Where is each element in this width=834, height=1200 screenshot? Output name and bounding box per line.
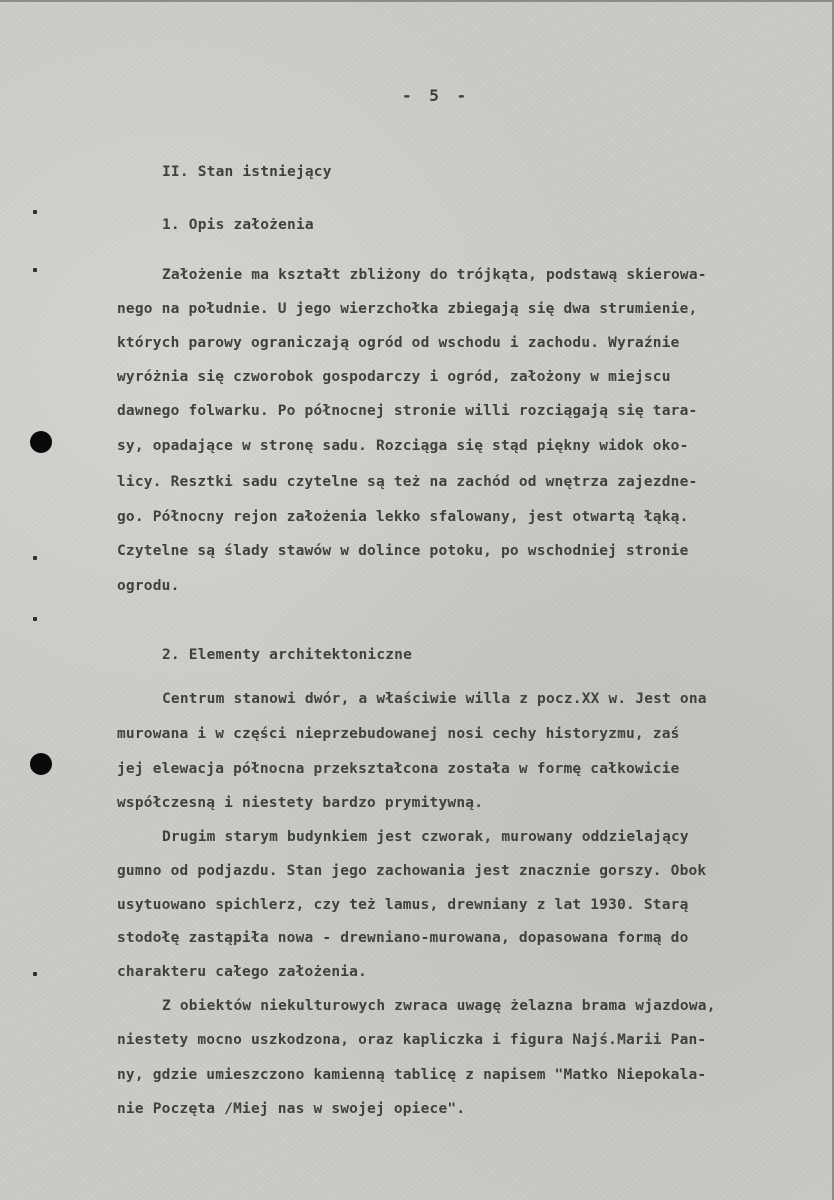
binder-hole-top [30, 431, 52, 453]
margin-mark [33, 617, 37, 621]
margin-mark [33, 556, 37, 560]
paragraph-line: niestety mocno uszkodzona, oraz kapliczka i figura Najś.Marii Pan- [117, 1032, 707, 1048]
paragraph-line: Drugim starym budynkiem jest czworak, murowany oddzielający [162, 829, 689, 845]
paragraph-line: gumno od podjazdu. Stan jego zachowania jest znacznie gorszy. Obok [117, 863, 707, 879]
paragraph-line: nego na południe. U jego wierzchołka zbiegają się dwa strumienie, [117, 301, 698, 317]
paragraph-line: charakteru całego założenia. [117, 964, 368, 980]
paragraph-line: usytuowano spichlerz, czy też lamus, drewniany z lat 1930. Starą [117, 897, 689, 913]
paragraph-line: jej elewacja północna przekształcona została w formę całkowicie [117, 761, 680, 777]
paragraph-line: Założenie ma kształt zbliżony do trójkąta, podstawą skierowa- [162, 267, 707, 283]
paragraph-line: murowana i w części nieprzebudowanej nosi cechy historyzmu, zaś [117, 726, 680, 742]
paragraph-line: dawnego folwarku. Po północnej stronie willi rozciągają się tara- [117, 403, 698, 419]
paragraph-line: współczesną i niestety bardzo prymitywną. [117, 795, 484, 811]
paragraph-line: sy, opadające w stronę sadu. Rozciąga się stąd piękny widok oko- [117, 438, 689, 454]
margin-mark [33, 210, 37, 214]
paragraph-line: wyróżnia się czworobok gospodarczy i ogród, założony w miejscu [117, 369, 671, 385]
margin-mark [33, 972, 37, 976]
subsection-heading-1: 1. Opis założenia [162, 217, 314, 233]
paragraph-line: ny, gdzie umieszczono kamienną tablicę z napisem "Matko Niepokala- [117, 1067, 707, 1083]
paragraph-line: nie Poczęta /Miej nas w swojej opiece". [117, 1101, 466, 1117]
page-number: - 5 - [402, 86, 471, 105]
subsection-heading-2: 2. Elementy architektoniczne [162, 647, 413, 663]
paragraph-line: Czytelne są ślady stawów w dolince potoku, po wschodniej stronie [117, 543, 689, 559]
paragraph-line: licy. Resztki sadu czytelne są też na zachód od wnętrza zajezdne- [117, 474, 698, 490]
binder-hole-bottom [30, 753, 52, 775]
paragraph-line: go. Północny rejon założenia lekko sfalowany, jest otwartą łąką. [117, 509, 689, 525]
margin-mark [33, 268, 37, 272]
paragraph-line: Z obiektów niekulturowych zwraca uwagę żelazna brama wjazdowa, [162, 998, 716, 1014]
paragraph-line: Centrum stanowi dwór, a właściwie willa z pocz.XX w. Jest ona [162, 691, 707, 707]
paragraph-line: ogrodu. [117, 578, 180, 594]
paragraph-line: stodołę zastąpiła nowa - drewniano-murowana, dopasowana formą do [117, 930, 689, 946]
section-heading: II. Stan istniejący [162, 164, 332, 180]
paragraph-line: których parowy ograniczają ogród od wschodu i zachodu. Wyraźnie [117, 335, 680, 351]
